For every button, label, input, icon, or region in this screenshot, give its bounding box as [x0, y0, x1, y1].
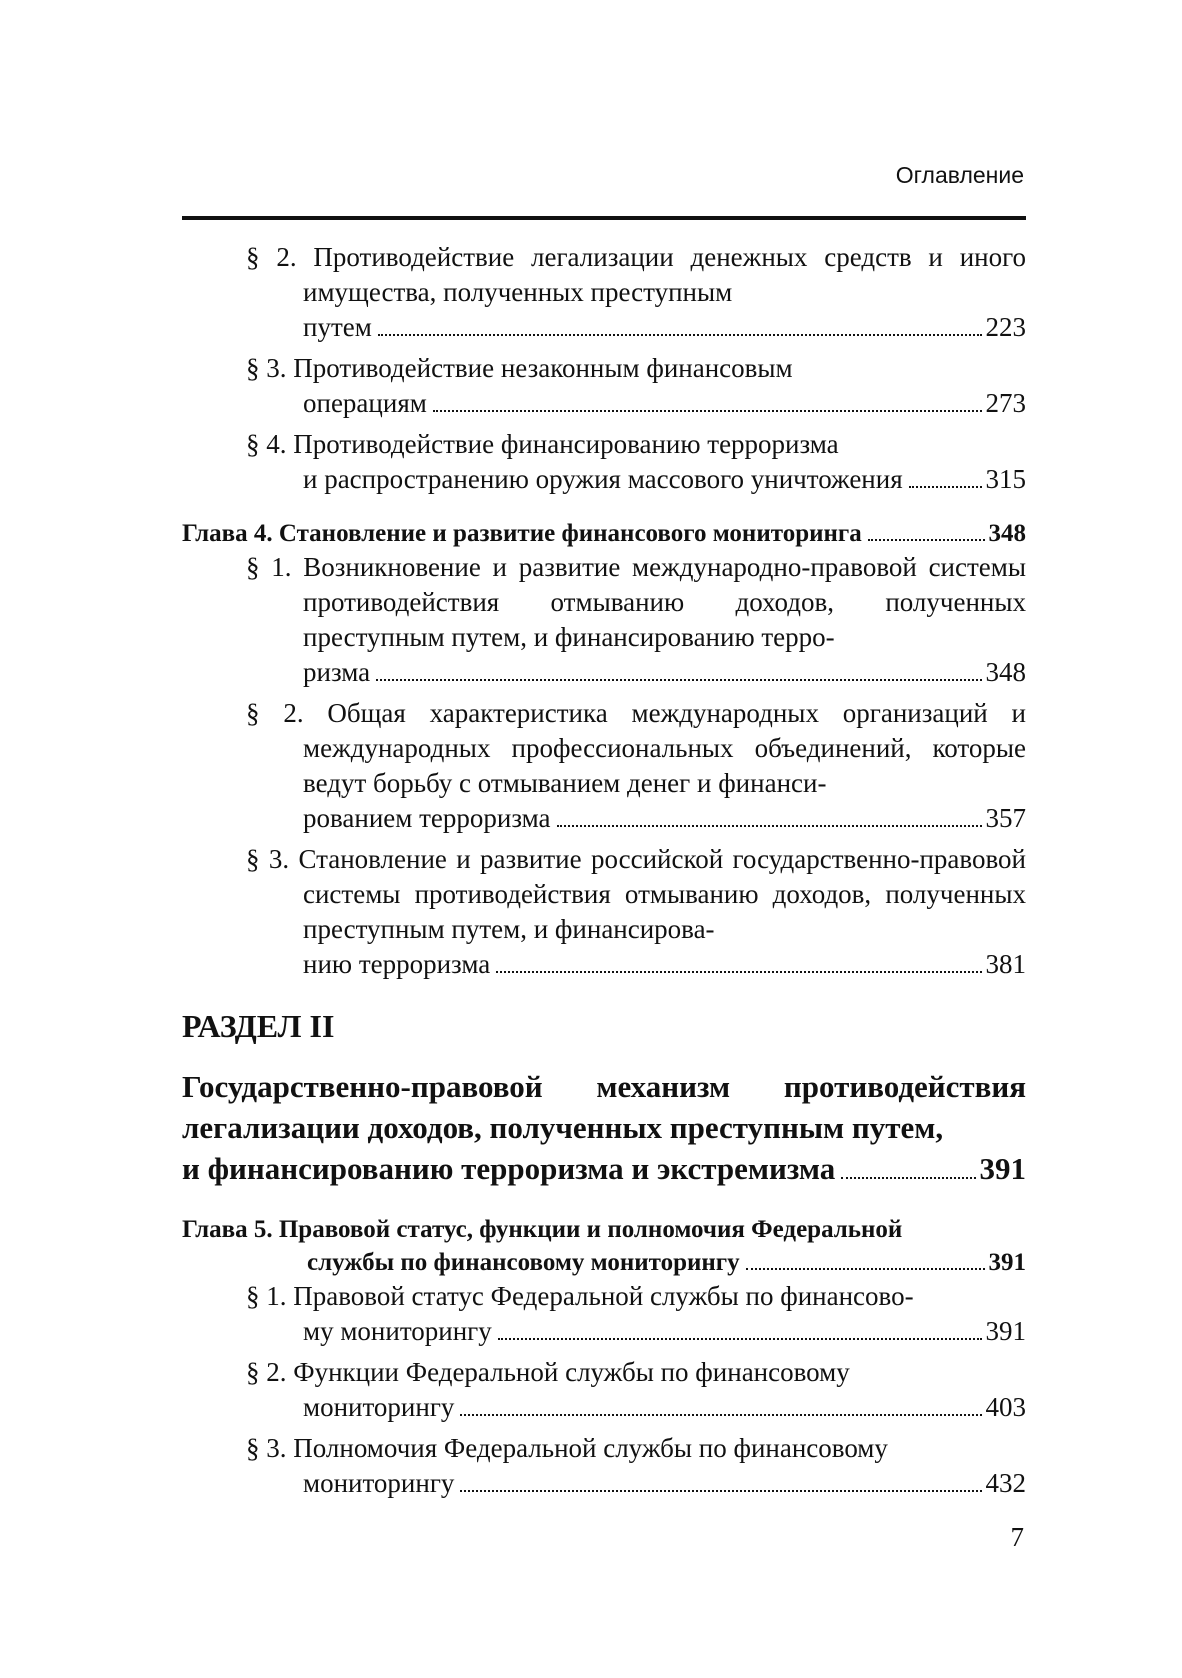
part-label: РАЗДЕЛ II [182, 1008, 335, 1044]
header-rule [182, 216, 1026, 220]
dot-leader [496, 971, 981, 973]
toc-entry-text-end: мониторингу [303, 1468, 455, 1498]
toc-entry-text-end: и распространению оружия массового уничтожения [303, 464, 903, 494]
toc-page-number: 348 [988, 520, 1026, 547]
part-title-text-end: и финансированию терроризма и экстремизма [182, 1151, 836, 1186]
toc-entry-text-end: путем [303, 312, 372, 342]
toc-page-number: 391 [985, 1316, 1026, 1346]
dot-leader [376, 679, 981, 681]
toc-entry-section[interactable] [246, 240, 1026, 345]
toc-page-number: 403 [985, 1392, 1026, 1422]
toc-entry-text-end: рованием терроризма [303, 803, 551, 833]
toc-page-number: 391 [979, 1151, 1026, 1186]
toc-entry-section[interactable] [246, 696, 1026, 836]
toc-entry-text: § 4. Противодействие финансированию терроризма [246, 429, 839, 459]
toc-entry-section[interactable] [246, 427, 1026, 497]
toc-entry-section[interactable] [246, 550, 1026, 690]
toc-entry-text-end: мониторингу [303, 1392, 455, 1422]
dot-leader [460, 1490, 981, 1492]
toc-page-number: 391 [988, 1249, 1026, 1276]
toc-entry-text: § 1. Возникновение и развитие международно-правовой системы противодействия отмыванию доходов, полученных преступным путем, и финансированию терро- [246, 552, 1026, 652]
toc-entry-text: § 3. Становление и развитие российской государственно-правовой системы противодействия отмыванию доходов, полученных преступным путем, и финансирова- [246, 844, 1026, 944]
dot-leader [909, 486, 982, 488]
toc-entry-chapter-5[interactable] [182, 1213, 1026, 1279]
toc-entry-text: § 2. Противодействие легализации денежных средств и иного имущества, полученных преступным [246, 242, 1026, 307]
running-header: Оглавление [895, 162, 1024, 188]
toc-entry-section[interactable] [246, 1355, 1026, 1425]
toc-entry-section[interactable] [246, 842, 1026, 982]
toc-page-number: 432 [985, 1468, 1026, 1498]
toc-entry-text: § 1. Правовой статус Федеральной службы по финансово- [246, 1281, 914, 1311]
chapter-title-end: службы по финансовому мониторингу [307, 1249, 740, 1276]
chapter-title: Глава 4. Становление и развитие финансового мониторинга [182, 520, 862, 547]
toc-entry-text-end: му мониторингу [303, 1316, 492, 1346]
toc-page-number: 223 [985, 312, 1026, 342]
toc-entry-text: § 2. Общая характеристика международных организаций и международных профессиональных объединений, которые ведут борьбу с отмыванием денег и финанси- [246, 698, 1026, 798]
dot-leader [433, 410, 982, 412]
toc-entry-chapter-4[interactable] [182, 517, 1026, 550]
dot-leader [841, 1177, 975, 1179]
toc-page-number: 381 [985, 949, 1026, 979]
dot-leader [557, 825, 982, 827]
toc-entry-text: § 3. Полномочия Федеральной службы по финансовому [246, 1433, 888, 1463]
toc-entry-part-2[interactable] [182, 1066, 1026, 1189]
toc-page-number: 348 [985, 657, 1026, 687]
toc-page-number: 273 [985, 388, 1026, 418]
toc-page-number: 357 [985, 803, 1026, 833]
toc-entry-text-end: нию терроризма [303, 949, 491, 979]
toc-entry-text-end: ризма [303, 657, 371, 687]
toc-entry-text-end: операциям [303, 388, 427, 418]
table-of-contents [182, 240, 1026, 1501]
toc-entry-section[interactable] [246, 1279, 1026, 1349]
toc-entry-section[interactable] [246, 351, 1026, 421]
page-number: 7 [1010, 1522, 1024, 1552]
toc-entry-section[interactable] [246, 1431, 1026, 1501]
chapter-title: Глава 5. Правовой статус, функции и полномочия Федеральной [182, 1216, 903, 1243]
toc-entry-text: § 3. Противодействие незаконным финансовым [246, 353, 793, 383]
part-title-text: Государственно-правовой механизм противодействия легализации доходов, полученных преступным путем, [182, 1069, 1026, 1145]
dot-leader [746, 1268, 985, 1270]
toc-page-number: 315 [985, 464, 1026, 494]
dot-leader [378, 334, 982, 336]
dot-leader [460, 1414, 981, 1416]
toc-entry-text: § 2. Функции Федеральной службы по финансовому [246, 1357, 850, 1387]
dot-leader [498, 1338, 982, 1340]
dot-leader [868, 539, 985, 541]
